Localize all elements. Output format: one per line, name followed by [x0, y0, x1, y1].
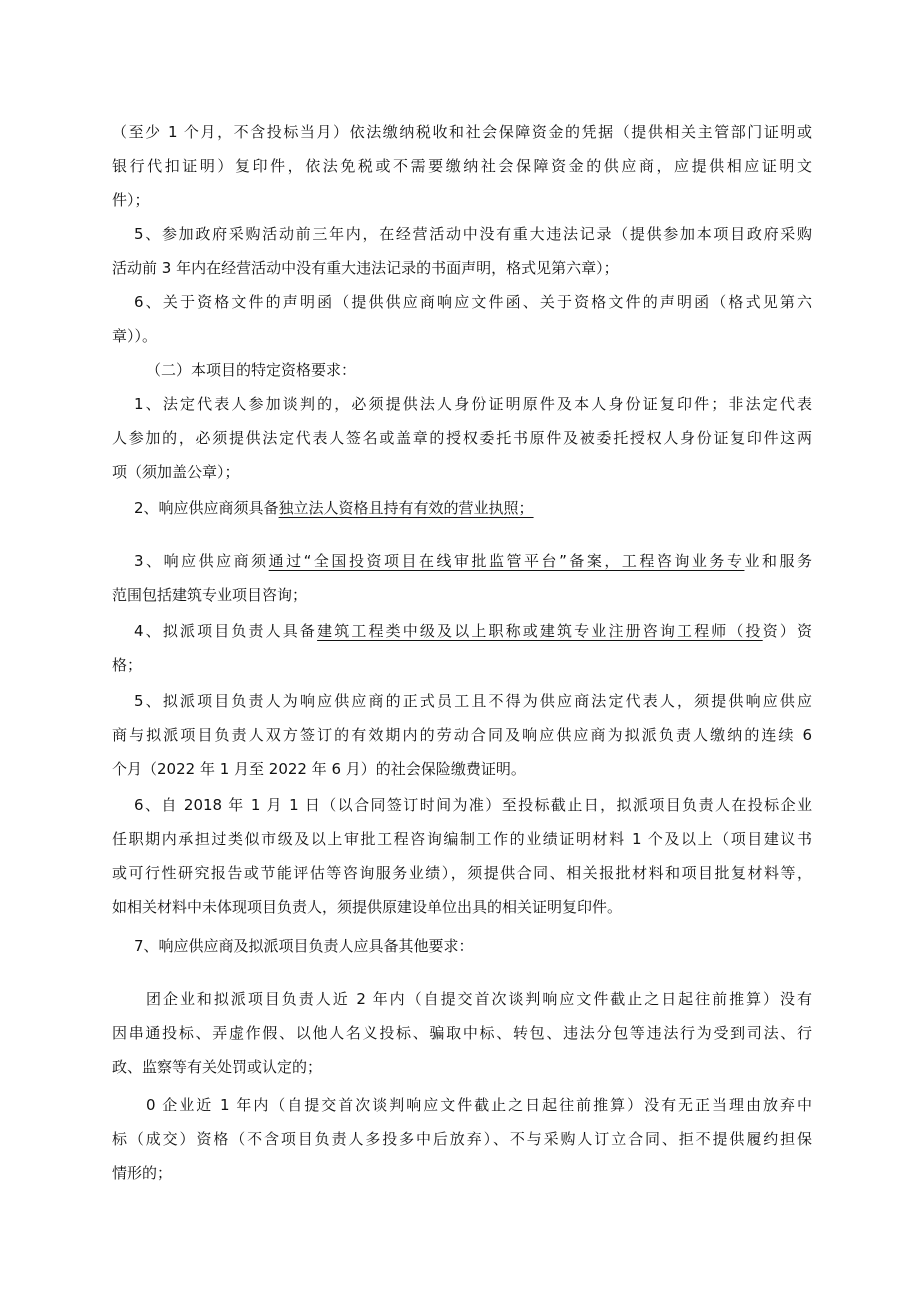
text-line: 人参加的，必须提供法定代表人签名或盖章的授权委托书原件及被委托授权人身份证复印件这两: [112, 429, 812, 447]
paragraph-spec-6: [112, 788, 812, 924]
paragraph-spec-1: [112, 387, 812, 489]
text-line: 因串通投标、弄虚作假、以他人名义投标、骗取中标、转包、违法分包等违法行为受到司法、行: [112, 1024, 812, 1042]
text-line: 活动前 3 年内在经营活动中没有重大违法记录的书面声明，格式见第六章）；: [112, 259, 619, 277]
text-suffix: 业和服务: [744, 552, 812, 570]
paragraph-spec-7: [112, 929, 812, 963]
text-line: 件）；: [112, 191, 150, 209]
underlined-requirement: 建筑工程类中级及以上职称或建筑专业注册咨询工程师（投: [317, 622, 763, 640]
text-prefix: 2、响应供应商须具备: [134, 499, 279, 517]
text-line: 或可行性研究报告或节能评估等咨询服务业绩），须提供合同、相关报批材料和项目批复材料等，: [112, 864, 812, 882]
text-line: 范围包括建筑专业项目咨询；: [112, 586, 308, 604]
text-line: 格；: [112, 656, 143, 674]
text-line: [112, 544, 812, 578]
text-line: 政、监察等有关处罚或认定的；: [112, 1058, 323, 1076]
paragraph-item-6: [112, 285, 812, 353]
text-line: 任职期内承担过类似市级及以上审批工程咨询编制工作的业绩证明材料 1 个及以上（项目建议书: [112, 830, 812, 848]
text-line: 5、拟派项目负责人为响应供应商的正式员工且不得为供应商法定代表人，须提供响应供应: [134, 692, 812, 710]
text-line: 情形的；: [112, 1164, 173, 1182]
text-suffix: 资）资: [762, 622, 812, 640]
text-line: 如相关材料中未体现项目负责人，须提供原建设单位出具的相关证明复印件。: [112, 898, 623, 916]
paragraph-spec-4: [112, 614, 812, 682]
text-line: [112, 614, 812, 648]
text-line: 个月（2022 年 1 月至 2022 年 6 月）的社会保险缴费证明。: [112, 760, 526, 778]
text-prefix: 4、拟派项目负责人具备: [134, 622, 318, 640]
section-heading: （二）本项目的特定资格要求：: [146, 361, 357, 379]
text-line: 6、自 2018 年 1 月 1 日（以合同签订时间为准）至投标截止日，拟派项目负责人在投标企业: [134, 796, 812, 814]
underlined-requirement: 独立法人资格且持有有效的营业执照；: [278, 499, 534, 517]
text-line: （至少 1 个月，不含投标当月）依法缴纳税收和社会保障资金的凭据（提供相关主管部门证明或: [112, 123, 812, 141]
text-line: 银行代扣证明）复印件，依法免税或不需要缴纳社会保障资金的供应商，应提供相应证明文: [112, 157, 812, 175]
text-line: [112, 491, 812, 525]
text-line: 5、参加政府采购活动前三年内，在经营活动中没有重大违法记录（提供参加本项目政府采购: [134, 225, 812, 243]
text-line: 项（须加盖公章）；: [112, 463, 240, 481]
text-line: 0 企业近 1 年内（自提交首次谈判响应文件截止之日起往前推算）没有无正当理由放弃中: [146, 1096, 812, 1114]
paragraph-spec-2: [112, 491, 812, 525]
text-line: 标（成交）资格（不含项目负责人多投多中后放弃）、不与采购人订立合同、拒不提供履约担保: [112, 1130, 812, 1148]
text-line: 6、关于资格文件的声明函（提供供应商响应文件函、关于资格文件的声明函（格式见第六: [134, 293, 812, 311]
text-line: 团企业和拟派项目负责人近 2 年内（自提交首次谈判响应文件截止之日起往前推算）没有: [146, 990, 812, 1008]
text-prefix: 3、响应供应商须: [134, 552, 269, 570]
paragraph-spec-3: [112, 544, 812, 612]
paragraph-item-5: [112, 217, 812, 285]
paragraph-spec-5: [112, 684, 812, 786]
text-line: 7、响应供应商及拟派项目负责人应具备其他要求：: [134, 937, 474, 955]
section-heading-specific-requirements: [112, 353, 812, 387]
underlined-requirement: 通过“全国投资项目在线审批监管平台”备案，工程咨询业务专: [268, 552, 745, 570]
paragraph-spec-7a: [112, 982, 812, 1084]
text-line: 商与拟派项目负责人双方签订的有效期内的劳动合同及响应供应商为拟派负责人缴纳的连续 6: [112, 726, 812, 744]
text-line: 1、法定代表人参加谈判的，必须提供法人身份证明原件及本人身份证复印件；非法定代表: [134, 395, 812, 413]
paragraph-tax-continuation: [112, 115, 812, 217]
paragraph-spec-7b: [112, 1088, 812, 1190]
text-line: 章））。: [112, 327, 158, 345]
